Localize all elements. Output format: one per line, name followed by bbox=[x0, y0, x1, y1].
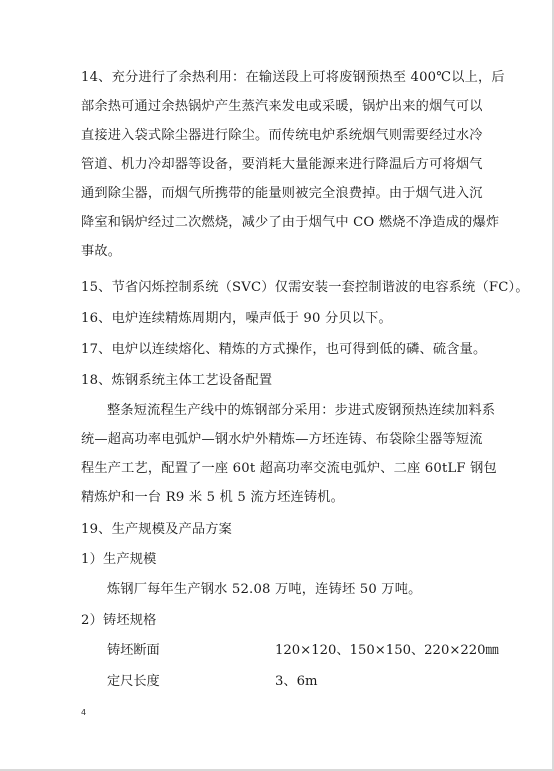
list-item-17: 17、电炉以连续熔化、精炼的方式操作，也可得到低的磷、硫含量。 bbox=[81, 342, 487, 357]
paragraph-line: 事故。 bbox=[81, 244, 122, 259]
paragraph-line: 炼钢厂每年生产钢水 52.08 万吨，连铸坯 50 万吨。 bbox=[107, 582, 422, 597]
list-item-15: 15、节省闪烁控制系统（SVC）仅需安装一套控制谐波的电容系统（FC）。 bbox=[81, 280, 529, 295]
spec-value-length: 3、6m bbox=[275, 674, 318, 689]
spec-label-section: 铸坯断面 bbox=[107, 643, 160, 658]
section-heading-19: 19、生产规模及产品方案 bbox=[81, 522, 233, 537]
paragraph-line: 降室和锅炉经过二次燃烧，减少了由于烟气中 CO 燃烧不净造成的爆炸 bbox=[81, 215, 500, 230]
page-number: 4 bbox=[81, 708, 87, 717]
spec-label-length: 定尺长度 bbox=[107, 674, 160, 689]
subheading-billet-spec: 2）铸坯规格 bbox=[81, 613, 157, 628]
paragraph-line: 整条短流程生产线中的炼钢部分采用：步进式废钢预热连续加料系 bbox=[107, 403, 496, 418]
list-item-16: 16、电炉连续精炼周期内，噪声低于 90 分贝以下。 bbox=[81, 311, 392, 326]
paragraph-line: 程生产工艺，配置了一座 60t 超高功率交流电弧炉、二座 60tLF 钢包 bbox=[81, 461, 497, 476]
paragraph-line: 通到除尘器，而烟气所携带的能量则被完全浪费掉。由于烟气进入沉 bbox=[81, 186, 483, 201]
paragraph-line: 统—超高功率电弧炉—钢水炉外精炼—方坯连铸、布袋除尘器等短流 bbox=[81, 432, 483, 447]
subheading-production-scale: 1）生产规模 bbox=[81, 552, 157, 567]
paragraph-line: 管道、机力冷却器等设备，要消耗大量能源来进行降温后方可将烟气 bbox=[81, 157, 483, 172]
section-heading-18: 18、炼钢系统主体工艺设备配置 bbox=[81, 373, 273, 388]
paragraph-line: 直接进入袋式除尘器进行除尘。而传统电炉系统烟气则需要经过水冷 bbox=[81, 128, 483, 143]
paragraph-line: 14、充分进行了余热利用：在输送段上可将废钢预热至 400℃以上，后 bbox=[81, 70, 505, 85]
spec-value-section: 120×120、150×150、220×220㎜ bbox=[275, 643, 499, 658]
paragraph-line: 部余热可通过余热锅炉产生蒸汽来发电或采暖，锅炉出来的烟气可以 bbox=[81, 99, 483, 114]
paragraph-line: 精炼炉和一台 R9 米 5 机 5 流方坯连铸机。 bbox=[81, 490, 345, 505]
